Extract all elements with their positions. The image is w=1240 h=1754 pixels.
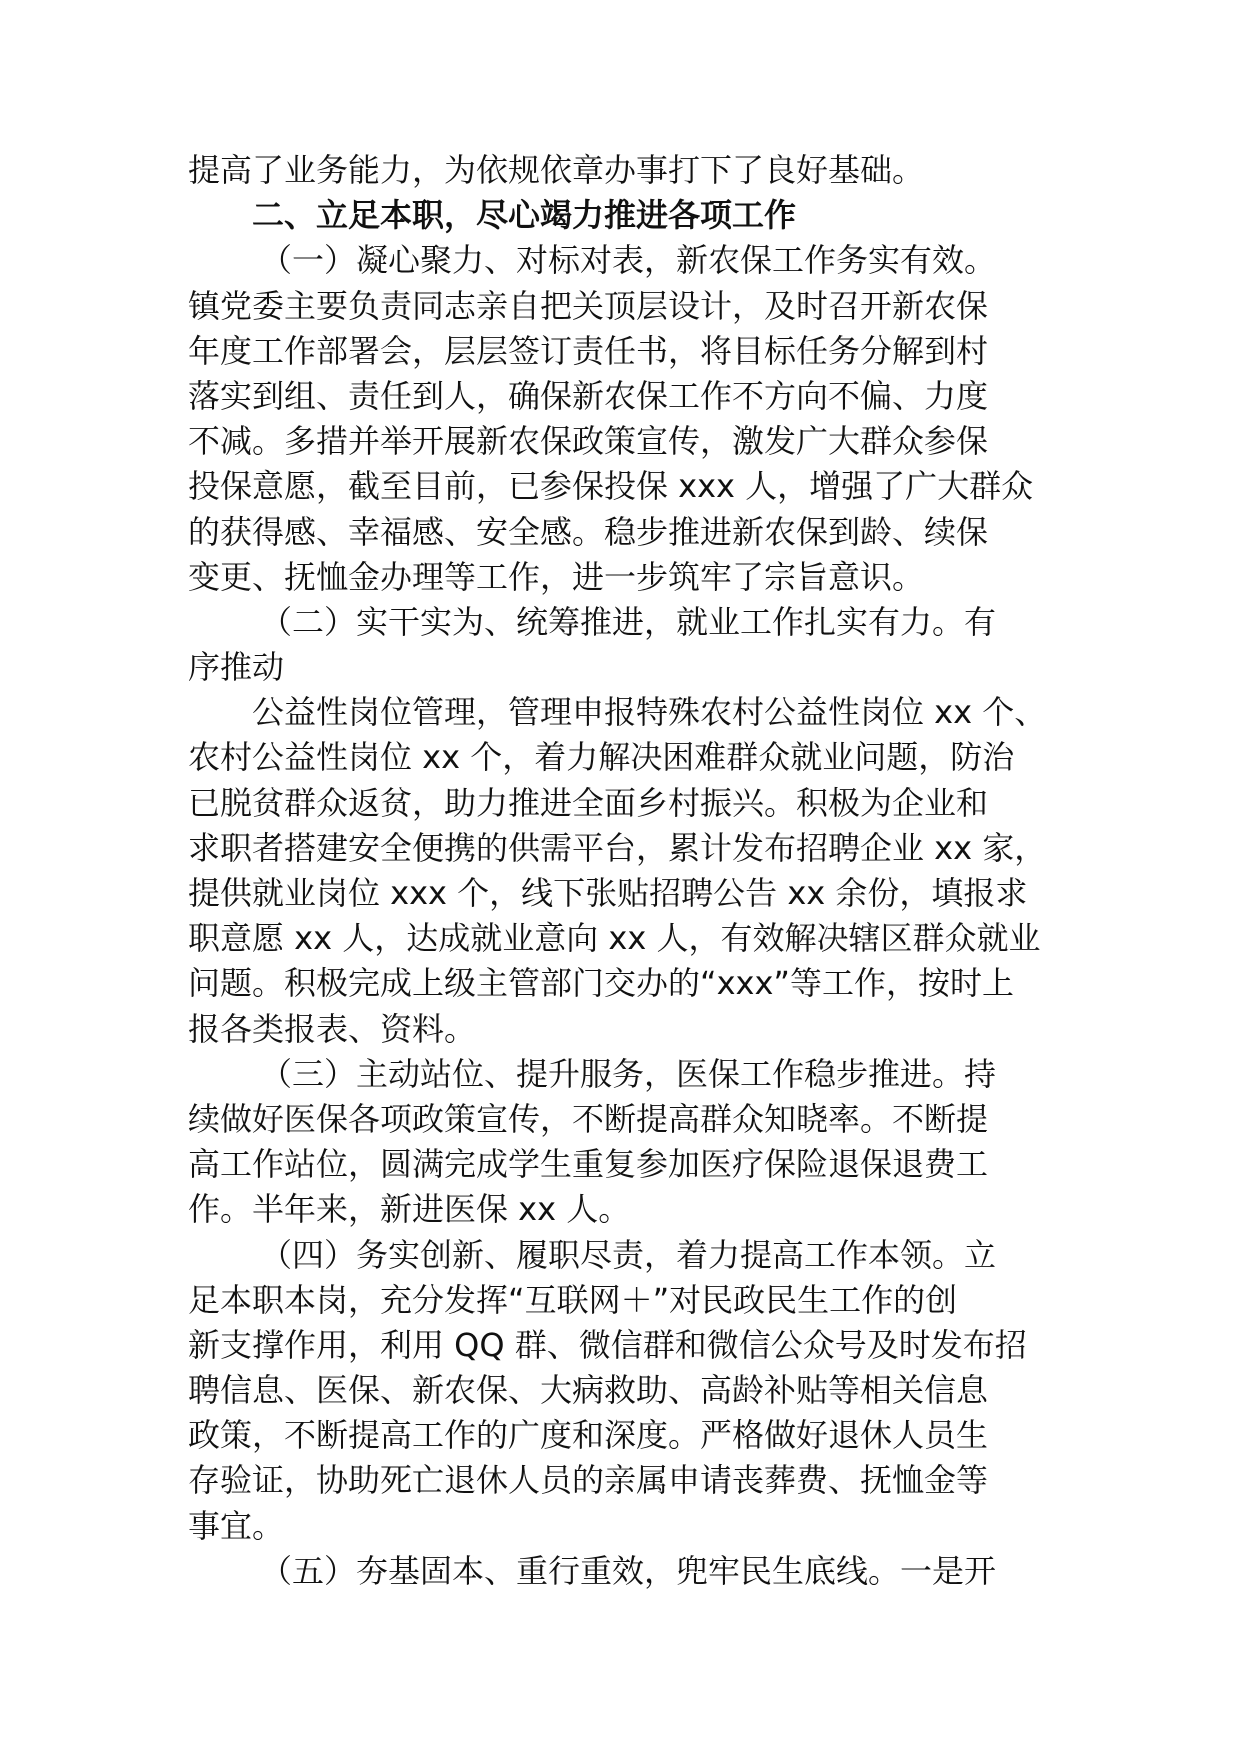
- body-line: 存验证，协助死亡退休人员的亲属申请丧葬费、抚恤金等: [188, 1461, 989, 1500]
- body-line: 镇党委主要负责同志亲自把关顶层设计，及时召开新农保: [188, 286, 989, 325]
- section-heading: 二、立足本职，尽心竭力推进各项工作: [252, 196, 797, 235]
- subsection-heading: （一）凝心聚力、对标对表，新农保工作务实有效。: [260, 241, 997, 280]
- body-line: 不减。多措并举开展新农保政策宣传，激发广大群众参保: [188, 422, 989, 461]
- body-line: 提供就业岗位 xxx 个，线下张贴招聘公告 xx 余份，填报求: [188, 874, 1028, 912]
- body-line: 变更、抚恤金办理等工作，进一步筑牢了宗旨意识。: [188, 557, 925, 596]
- body-line: 高工作站位，圆满完成学生重复参加医疗保险退保退费工: [188, 1145, 989, 1184]
- paragraph-start-line: 公益性岗位管理，管理申报特殊农村公益性岗位 xx 个、: [252, 693, 1047, 732]
- body-line: 聘信息、医保、新农保、大病救助、高龄补贴等相关信息: [188, 1371, 989, 1410]
- subsection-heading: （二）实干实为、统筹推进，就业工作扎实有力。有: [260, 602, 997, 641]
- document-body: [188, 148, 1098, 1594]
- body-line: 落实到组、责任到人，确保新农保工作不方向不偏、力度: [188, 376, 989, 415]
- body-line: 提高了业务能力，为依规依章办事打下了良好基础。: [188, 151, 925, 189]
- body-line: 投保意愿，截至目前，已参保投保 xxx 人，增强了广大群众: [188, 467, 1034, 506]
- body-line: 续做好医保各项政策宣传，不断提高群众知晓率。不断提: [188, 1099, 989, 1138]
- body-line: 序推动: [188, 648, 285, 687]
- subsection-heading: （三）主动站位、提升服务，医保工作稳步推进。持: [260, 1054, 997, 1093]
- body-line: 事宜。: [188, 1506, 285, 1545]
- body-line: 职意愿 xx 人，达成就业意向 xx 人，有效解决辖区群众就业: [188, 919, 1041, 958]
- body-line: 的获得感、幸福感、安全感。稳步推进新农保到龄、续保: [188, 512, 989, 551]
- body-line: 农村公益性岗位 xx 个，着力解决困难群众就业问题，防治: [188, 738, 1015, 777]
- body-line: 已脱贫群众返贫，助力推进全面乡村振兴。积极为企业和: [188, 783, 989, 822]
- body-line: 报各类报表、资料。: [188, 1009, 477, 1048]
- body-line: 年度工作部署会，层层签订责任书，将目标任务分解到村: [188, 331, 989, 370]
- subsection-heading: （五）夯基固本、重行重效，兜牢民生底线。一是开: [260, 1551, 997, 1590]
- body-line: 政策，不断提高工作的广度和深度。严格做好退休人员生: [188, 1416, 989, 1455]
- subsection-heading: （四）务实创新、履职尽责，着力提高工作本领。立: [260, 1235, 997, 1274]
- body-line: 求职者搭建安全便携的供需平台，累计发布招聘企业 xx 家，: [188, 828, 1047, 867]
- body-line: 问题。积极完成上级主管部门交办的“xxx”等工作，按时上: [188, 964, 1014, 1003]
- body-line: 新支撑作用，利用 QQ 群、微信群和微信公众号及时发布招: [188, 1325, 1027, 1364]
- body-line: 足本职本岗，充分发挥“互联网＋”对民政民生工作的创: [188, 1280, 958, 1319]
- body-line: 作。半年来，新进医保 xx 人。: [188, 1190, 631, 1229]
